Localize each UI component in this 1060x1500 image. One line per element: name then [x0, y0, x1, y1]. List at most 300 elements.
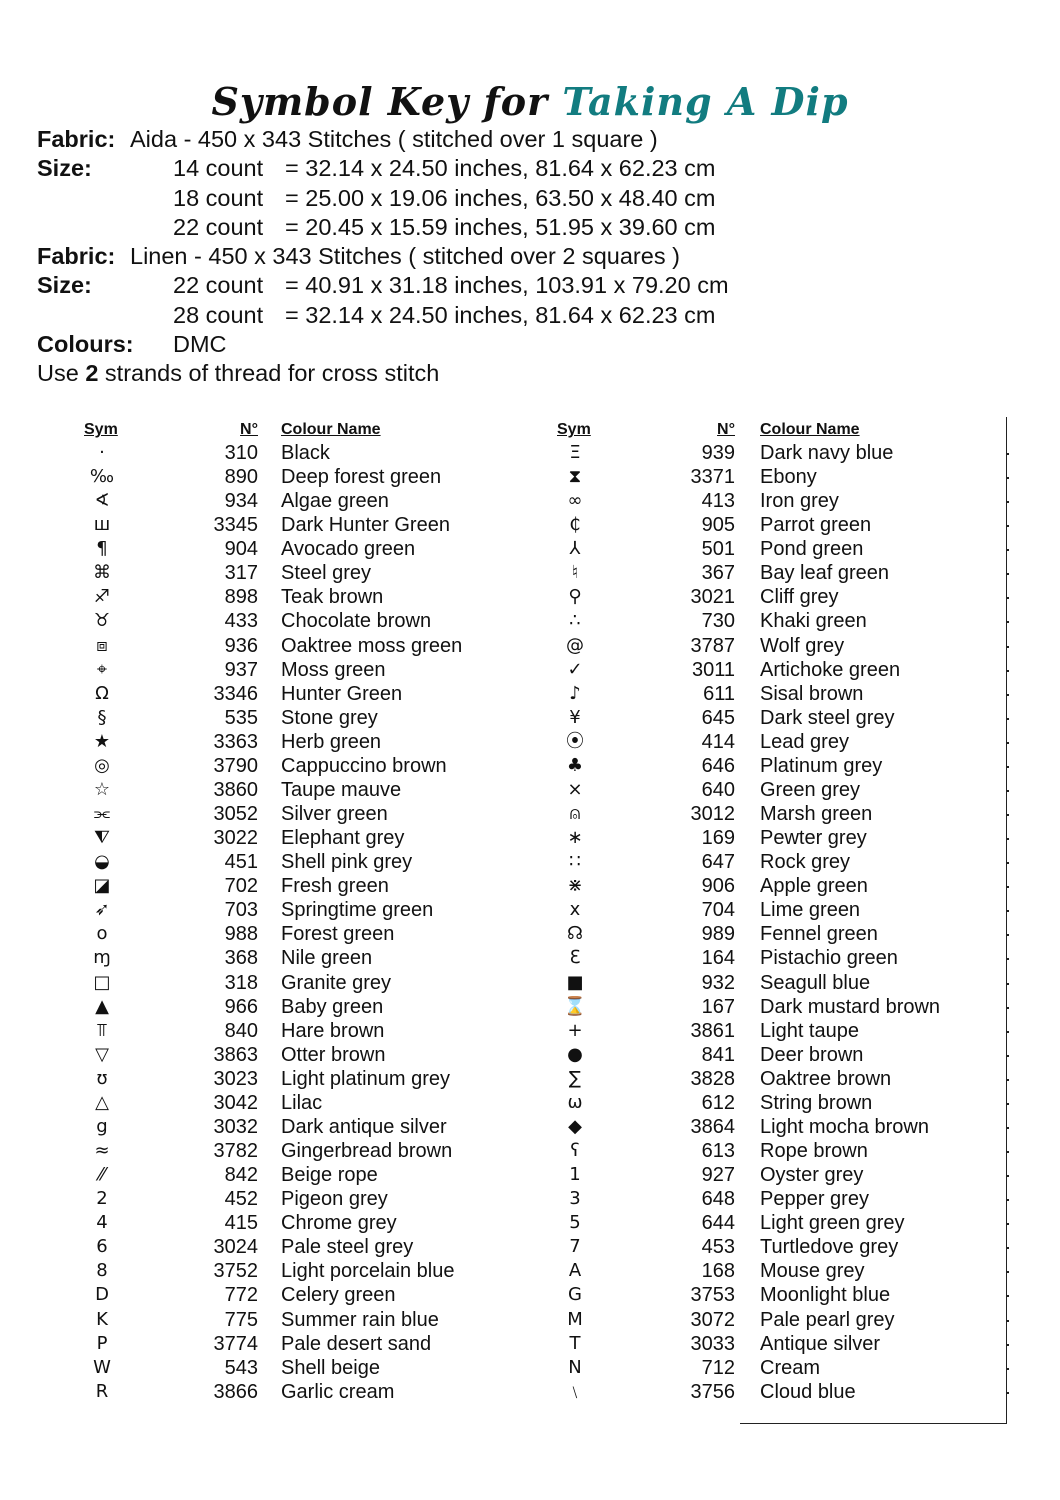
border-tick	[1006, 1320, 1009, 1322]
colour-name: Beige rope	[281, 1164, 378, 1186]
dmc-number: 3033	[690, 1333, 735, 1355]
title-prefix: Symbol Key for	[211, 79, 549, 124]
dmc-number: 904	[224, 538, 258, 560]
symbol-icon: ☆	[93, 779, 111, 800]
header-sym: Sym	[84, 421, 118, 438]
colour-name: Dark steel grey	[760, 707, 895, 729]
dmc-number: 3787	[690, 635, 735, 657]
colour-name: Cream	[760, 1357, 821, 1379]
border-tick	[1006, 1271, 1009, 1273]
dmc-number: 730	[701, 610, 735, 632]
border-tick	[1006, 766, 1009, 768]
colour-name: Light mocha brown	[760, 1116, 929, 1138]
symbol-icon: ш	[93, 514, 111, 535]
dmc-number: 164	[701, 947, 735, 969]
dmc-number: 3024	[213, 1236, 258, 1258]
border-tick	[1006, 862, 1009, 864]
dmc-number: 452	[224, 1188, 258, 1210]
dmc-number: 433	[224, 610, 258, 632]
symbol-icon: ∞	[567, 490, 583, 511]
dmc-number: 927	[701, 1164, 735, 1186]
border-tick	[1006, 1031, 1009, 1033]
colour-name: Hunter Green	[281, 683, 403, 705]
symbol-icon: 7	[569, 1236, 581, 1257]
dmc-number: 905	[701, 514, 735, 536]
colour-name: Pale desert sand	[281, 1333, 432, 1355]
dmc-number: 3752	[213, 1260, 258, 1282]
colour-name: Parrot green	[760, 514, 872, 536]
symbol-icon: ♪	[569, 683, 581, 704]
dmc-number: 317	[224, 562, 258, 584]
colours-label: Colours:	[37, 331, 134, 358]
colour-name: Shell beige	[281, 1357, 380, 1379]
symbol-icon: ≈	[94, 1140, 110, 1161]
symbol-icon: +	[567, 1020, 583, 1041]
colour-name: Teak brown	[281, 586, 384, 608]
header-colour-name: Colour Name	[760, 421, 860, 438]
symbol-icon: ♉	[93, 610, 111, 631]
dmc-number: 712	[701, 1357, 735, 1379]
dmc-number: 898	[224, 586, 258, 608]
strands-row	[37, 359, 937, 388]
dmc-number: 318	[224, 972, 258, 994]
symbol-icon: x	[569, 899, 581, 920]
colour-name: Mouse grey	[760, 1260, 865, 1282]
colours-value: DMC	[173, 331, 227, 358]
symbol-icon: ﹨	[566, 1381, 584, 1402]
border-tick	[1006, 1247, 1009, 1249]
border-tick	[1006, 646, 1009, 648]
fabric-linen-text: Linen - 450 x 343 Stitches ( stitched over 2 squares )	[130, 243, 680, 270]
dmc-number: 648	[701, 1188, 735, 1210]
colour-name: Moss green	[281, 659, 386, 681]
fabric-aida-row	[37, 125, 937, 154]
colour-name: Pewter grey	[760, 827, 867, 849]
border-tick	[1006, 742, 1009, 744]
colour-name: Light taupe	[760, 1020, 859, 1042]
size-count: 22 count	[173, 272, 264, 299]
size-dimensions: = 32.14 x 24.50 inches, 81.64 x 62.23 cm	[285, 301, 716, 328]
colour-name: Sisal brown	[760, 683, 864, 705]
dmc-number: 367	[701, 562, 735, 584]
dmc-number: 3866	[213, 1381, 258, 1403]
symbol-icon: A	[568, 1260, 582, 1281]
border-tick	[1006, 1079, 1009, 1081]
size-count: 14 count	[173, 155, 264, 182]
symbol-icon: ▽	[95, 1044, 109, 1065]
border-tick	[1006, 1055, 1009, 1057]
symbol-icon: □	[93, 972, 111, 993]
strands-count: 2	[85, 360, 99, 387]
dmc-number: 167	[701, 996, 735, 1018]
size-label: Size:	[37, 155, 92, 182]
symbol-icon: Ω	[95, 683, 109, 704]
dmc-number: 966	[224, 996, 258, 1018]
symbol-icon: ⦿	[566, 731, 584, 752]
colour-name: Lead grey	[760, 731, 849, 753]
symbol-icon: ☊	[567, 923, 583, 944]
dmc-number: 3042	[213, 1092, 258, 1114]
border-tick	[1006, 477, 1009, 479]
title-pattern-name: Taking A Dip	[562, 79, 849, 124]
size-linen-row	[37, 301, 937, 330]
dmc-number: 3790	[213, 755, 258, 777]
colour-name: Cappuccino brown	[281, 755, 447, 777]
colour-name: Stone grey	[281, 707, 378, 729]
header-num: N°	[717, 421, 735, 438]
dmc-number: 3022	[213, 827, 258, 849]
colour-name: Khaki green	[760, 610, 867, 632]
colour-name: Light porcelain blue	[281, 1260, 455, 1282]
size-dimensions: = 25.00 x 19.06 inches, 63.50 x 48.40 cm	[285, 184, 716, 211]
colour-name: Gingerbread brown	[281, 1140, 453, 1162]
dmc-number: 890	[224, 466, 258, 488]
colour-name: Ebony	[760, 466, 817, 488]
dmc-number: 3072	[690, 1309, 735, 1331]
symbol-icon: ✓	[567, 659, 583, 680]
symbol-icon: ‰	[89, 466, 115, 487]
dmc-number: 413	[701, 490, 735, 512]
symbol-icon: T	[569, 1333, 581, 1354]
colour-name: Shell pink grey	[281, 851, 413, 873]
symbol-icon: 8	[96, 1260, 108, 1281]
colour-name: Taupe mauve	[281, 779, 402, 801]
dmc-number: 453	[701, 1236, 735, 1258]
dmc-number: 3023	[213, 1068, 258, 1090]
size-label: Size:	[37, 272, 92, 299]
colour-name: Cloud blue	[760, 1381, 856, 1403]
symbol-icon: ➶	[94, 899, 110, 920]
border-tick	[1006, 1223, 1009, 1225]
dmc-number: 988	[224, 923, 258, 945]
size-linen-row	[37, 271, 937, 300]
strands-pre: Use	[37, 360, 86, 387]
dmc-number: 3753	[690, 1284, 735, 1306]
dmc-number: 168	[701, 1260, 735, 1282]
symbol-icon: ∷	[569, 851, 581, 872]
fabric-aida-text: Aida - 450 x 343 Stitches ( stitched over 1 square )	[130, 126, 658, 152]
colour-name: Deep forest green	[281, 466, 442, 488]
colour-name: Pale pearl grey	[760, 1309, 895, 1331]
symbol-icon: ₵	[569, 514, 581, 535]
symbol-icon: ·	[99, 442, 105, 463]
dmc-number: 3012	[690, 803, 735, 825]
colour-name: Oyster grey	[760, 1164, 864, 1186]
dmc-number: 415	[224, 1212, 258, 1234]
symbol-icon: §	[97, 707, 107, 728]
dmc-number: 3021	[690, 586, 735, 608]
symbol-icon: ●	[567, 1044, 583, 1065]
size-dimensions: = 40.91 x 31.18 inches, 103.91 x 79.20 cm	[285, 272, 729, 299]
fabric-info	[37, 125, 937, 389]
size-aida-row	[37, 213, 937, 242]
dmc-number: 3346	[213, 683, 258, 705]
colour-name: Lilac	[281, 1092, 323, 1114]
dmc-number: 704	[701, 899, 735, 921]
colour-name: Rope brown	[760, 1140, 868, 1162]
dmc-number: 937	[224, 659, 258, 681]
colour-name: Pigeon grey	[281, 1188, 388, 1210]
size-dimensions: = 32.14 x 24.50 inches, 81.64 x 62.23 cm	[285, 155, 716, 182]
colour-name: Chrome grey	[281, 1212, 397, 1234]
fabric-label: Fabric:	[37, 243, 116, 270]
colours-row	[37, 330, 937, 359]
dmc-number: 840	[224, 1020, 258, 1042]
colour-name: Cliff grey	[760, 586, 839, 608]
symbol-icon: ♮	[571, 562, 579, 583]
symbol-icon: @	[566, 635, 584, 656]
symbol-icon: ⋇	[567, 875, 583, 896]
fabric-label: Fabric:	[37, 126, 116, 152]
dmc-number: 368	[224, 947, 258, 969]
dmc-number: 775	[224, 1309, 258, 1331]
colour-name: Dark antique silver	[281, 1116, 447, 1138]
colour-name: Dark Hunter Green	[281, 514, 450, 536]
symbol-icon: 4	[96, 1212, 108, 1233]
dmc-number: 842	[224, 1164, 258, 1186]
colour-name: Turtledove grey	[760, 1236, 899, 1258]
symbol-icon: g	[96, 1116, 108, 1137]
symbol-icon: ⌖	[96, 659, 108, 680]
dmc-number: 3371	[690, 466, 735, 488]
symbol-icon: ¥	[569, 707, 581, 728]
colour-name: String brown	[760, 1092, 873, 1114]
border-tick	[1006, 886, 1009, 888]
symbol-icon: △	[95, 1092, 109, 1113]
symbol-icon: ◪	[93, 875, 111, 896]
size-count: 18 count	[173, 184, 264, 211]
colour-name: Moonlight blue	[760, 1284, 891, 1306]
border-tick	[1006, 1007, 1009, 1009]
symbol-icon: W	[93, 1357, 111, 1378]
colour-name: Baby green	[281, 996, 384, 1018]
symbol-icon: ∑	[568, 1068, 582, 1089]
dmc-number: 703	[224, 899, 258, 921]
colour-name: Forest green	[281, 923, 395, 945]
symbol-icon: ∴	[569, 610, 581, 631]
dmc-number: 3863	[213, 1044, 258, 1066]
colour-name: Steel grey	[281, 562, 372, 584]
colour-name: Green grey	[760, 779, 861, 801]
colour-name: Marsh green	[760, 803, 873, 825]
colour-name: Light green grey	[760, 1212, 905, 1234]
symbol-icon: ⧈	[96, 635, 108, 656]
dmc-number: 644	[701, 1212, 735, 1234]
colour-name: Garlic cream	[281, 1381, 395, 1403]
dmc-number: 612	[701, 1092, 735, 1114]
colour-name: Pistachio green	[760, 947, 898, 969]
border-tick	[1006, 814, 1009, 816]
symbol-icon: ▲	[95, 996, 109, 1017]
size-count: 22 count	[173, 213, 264, 240]
symbol-icon: ɱ	[93, 947, 111, 968]
symbol-icon: 2	[96, 1188, 108, 1209]
symbol-icon: M	[567, 1309, 583, 1330]
symbol-icon: ⅄	[569, 538, 581, 559]
bottom-border-line	[740, 1423, 1007, 1424]
size-aida-row	[37, 154, 937, 183]
border-tick	[1006, 1103, 1009, 1105]
dmc-number: 3052	[213, 803, 258, 825]
symbol-icon: ⁄⁄	[98, 1164, 105, 1185]
size-aida-row	[37, 184, 937, 213]
colour-name: Rock grey	[760, 851, 851, 873]
symbol-icon: ¶	[96, 538, 108, 559]
symbol-icon: ♣	[566, 755, 584, 776]
border-tick	[1006, 1199, 1009, 1201]
border-tick	[1006, 934, 1009, 936]
symbol-icon: ⧨	[93, 827, 111, 848]
dmc-number: 3782	[213, 1140, 258, 1162]
colour-name: Summer rain blue	[281, 1309, 439, 1331]
symbol-icon: 3	[569, 1188, 581, 1209]
dmc-number: 451	[224, 851, 258, 873]
symbol-icon: ⌘	[93, 562, 111, 583]
colour-name: Fennel green	[760, 923, 878, 945]
border-tick	[1006, 1175, 1009, 1177]
border-tick	[1006, 1127, 1009, 1129]
symbol-icon: ♐	[93, 586, 111, 607]
header-colour-name: Colour Name	[281, 421, 381, 438]
colour-name: Wolf grey	[760, 635, 845, 657]
border-tick	[1006, 718, 1009, 720]
dmc-number: 772	[224, 1284, 258, 1306]
size-dimensions: = 20.45 x 15.59 inches, 51.95 x 39.60 cm	[285, 213, 716, 240]
dmc-number: 3860	[213, 779, 258, 801]
page-title	[0, 78, 1060, 126]
dmc-number: 934	[224, 490, 258, 512]
dmc-number: 613	[701, 1140, 735, 1162]
dmc-number: 939	[701, 442, 735, 464]
symbol-icon: ⫘	[93, 803, 111, 824]
symbol-icon: P	[96, 1333, 108, 1354]
symbol-icon: ℇ	[569, 947, 581, 968]
border-tick	[1006, 573, 1009, 575]
colour-name: Fresh green	[281, 875, 389, 897]
dmc-number: 640	[701, 779, 735, 801]
symbol-icon: o	[96, 923, 108, 944]
dmc-number: 543	[224, 1357, 258, 1379]
symbol-icon: ◆	[568, 1116, 582, 1137]
border-tick	[1006, 838, 1009, 840]
border-tick	[1006, 958, 1009, 960]
colour-name: Nile green	[281, 947, 373, 969]
symbol-icon: ω	[567, 1092, 583, 1113]
colour-name: Algae green	[281, 490, 389, 512]
colour-name: Artichoke green	[760, 659, 901, 681]
colour-name: Chocolate brown	[281, 610, 432, 632]
dmc-number: 645	[701, 707, 735, 729]
symbol-icon: 6	[96, 1236, 108, 1257]
colour-name: Oaktree moss green	[281, 635, 463, 657]
dmc-number: 535	[224, 707, 258, 729]
symbol-icon: ⌛	[563, 996, 587, 1017]
colour-name: Springtime green	[281, 899, 434, 921]
dmc-number: 501	[701, 538, 735, 560]
colour-name: Lime green	[760, 899, 861, 921]
colour-name: Celery green	[281, 1284, 396, 1306]
colour-name: Light platinum grey	[281, 1068, 450, 1090]
dmc-number: 414	[701, 731, 735, 753]
dmc-number: 989	[701, 923, 735, 945]
dmc-number: 611	[703, 683, 735, 705]
symbol-icon: R	[95, 1381, 109, 1402]
colour-name: Dark navy blue	[760, 442, 894, 464]
symbol-icon: 1	[569, 1164, 581, 1185]
border-tick	[1006, 453, 1009, 455]
colour-name: Elephant grey	[281, 827, 405, 849]
symbol-icon: ◒	[94, 851, 110, 872]
colour-name: Granite grey	[281, 972, 392, 994]
colour-name: Pale steel grey	[281, 1236, 414, 1258]
colour-name: Pond green	[760, 538, 864, 560]
colour-name: Bay leaf green	[760, 562, 889, 584]
symbol-icon: ∢	[94, 490, 110, 511]
symbol-icon: N	[568, 1357, 582, 1378]
symbol-icon: ⧗	[568, 466, 582, 487]
size-count: 28 count	[173, 301, 264, 328]
colour-name: Antique silver	[760, 1333, 881, 1355]
symbol-icon: 5	[569, 1212, 581, 1233]
border-tick	[1006, 525, 1009, 527]
colour-name: Oaktree brown	[760, 1068, 892, 1090]
symbol-icon: ◎	[94, 755, 110, 776]
symbol-icon: Ξ	[569, 442, 581, 463]
colour-name: Dark mustard brown	[760, 996, 941, 1018]
dmc-number: 702	[224, 875, 258, 897]
dmc-number: 3011	[691, 659, 735, 681]
colour-name: Iron grey	[760, 490, 839, 512]
dmc-number: 3828	[690, 1068, 735, 1090]
dmc-number: 906	[701, 875, 735, 897]
border-tick	[1006, 670, 1009, 672]
border-tick	[1006, 1295, 1009, 1297]
border-tick	[1006, 910, 1009, 912]
dmc-number: 932	[701, 972, 735, 994]
dmc-number: 3756	[690, 1381, 735, 1403]
border-tick	[1006, 694, 1009, 696]
colour-name: Pepper grey	[760, 1188, 869, 1210]
dmc-number: 3774	[213, 1333, 258, 1355]
dmc-number: 841	[701, 1044, 735, 1066]
symbol-icon: ★	[93, 731, 111, 752]
dmc-number: 3032	[213, 1116, 258, 1138]
border-tick	[1006, 597, 1009, 599]
dmc-number: 169	[701, 827, 735, 849]
border-tick	[1006, 983, 1009, 985]
border-tick	[1006, 621, 1009, 623]
colour-name: Seagull blue	[760, 972, 871, 994]
dmc-number: 936	[224, 635, 258, 657]
border-tick	[1006, 1344, 1009, 1346]
dmc-number: 3363	[213, 731, 258, 753]
dmc-number: 646	[701, 755, 735, 777]
fabric-linen-row	[37, 242, 937, 271]
border-tick	[1006, 1368, 1009, 1370]
colour-name: Apple green	[760, 875, 868, 897]
colour-name: Platinum grey	[760, 755, 883, 777]
symbol-icon: D	[95, 1284, 109, 1305]
border-tick	[1006, 501, 1009, 503]
symbol-icon: ■	[566, 972, 584, 993]
dmc-number: 647	[701, 851, 735, 873]
dmc-number: 3864	[690, 1116, 735, 1138]
symbol-icon: ⚲	[568, 586, 582, 607]
colour-name: Black	[281, 442, 330, 464]
symbol-icon: ʕ	[570, 1140, 580, 1161]
dmc-number: 3861	[690, 1020, 735, 1042]
symbol-icon: ⨯	[567, 779, 583, 800]
